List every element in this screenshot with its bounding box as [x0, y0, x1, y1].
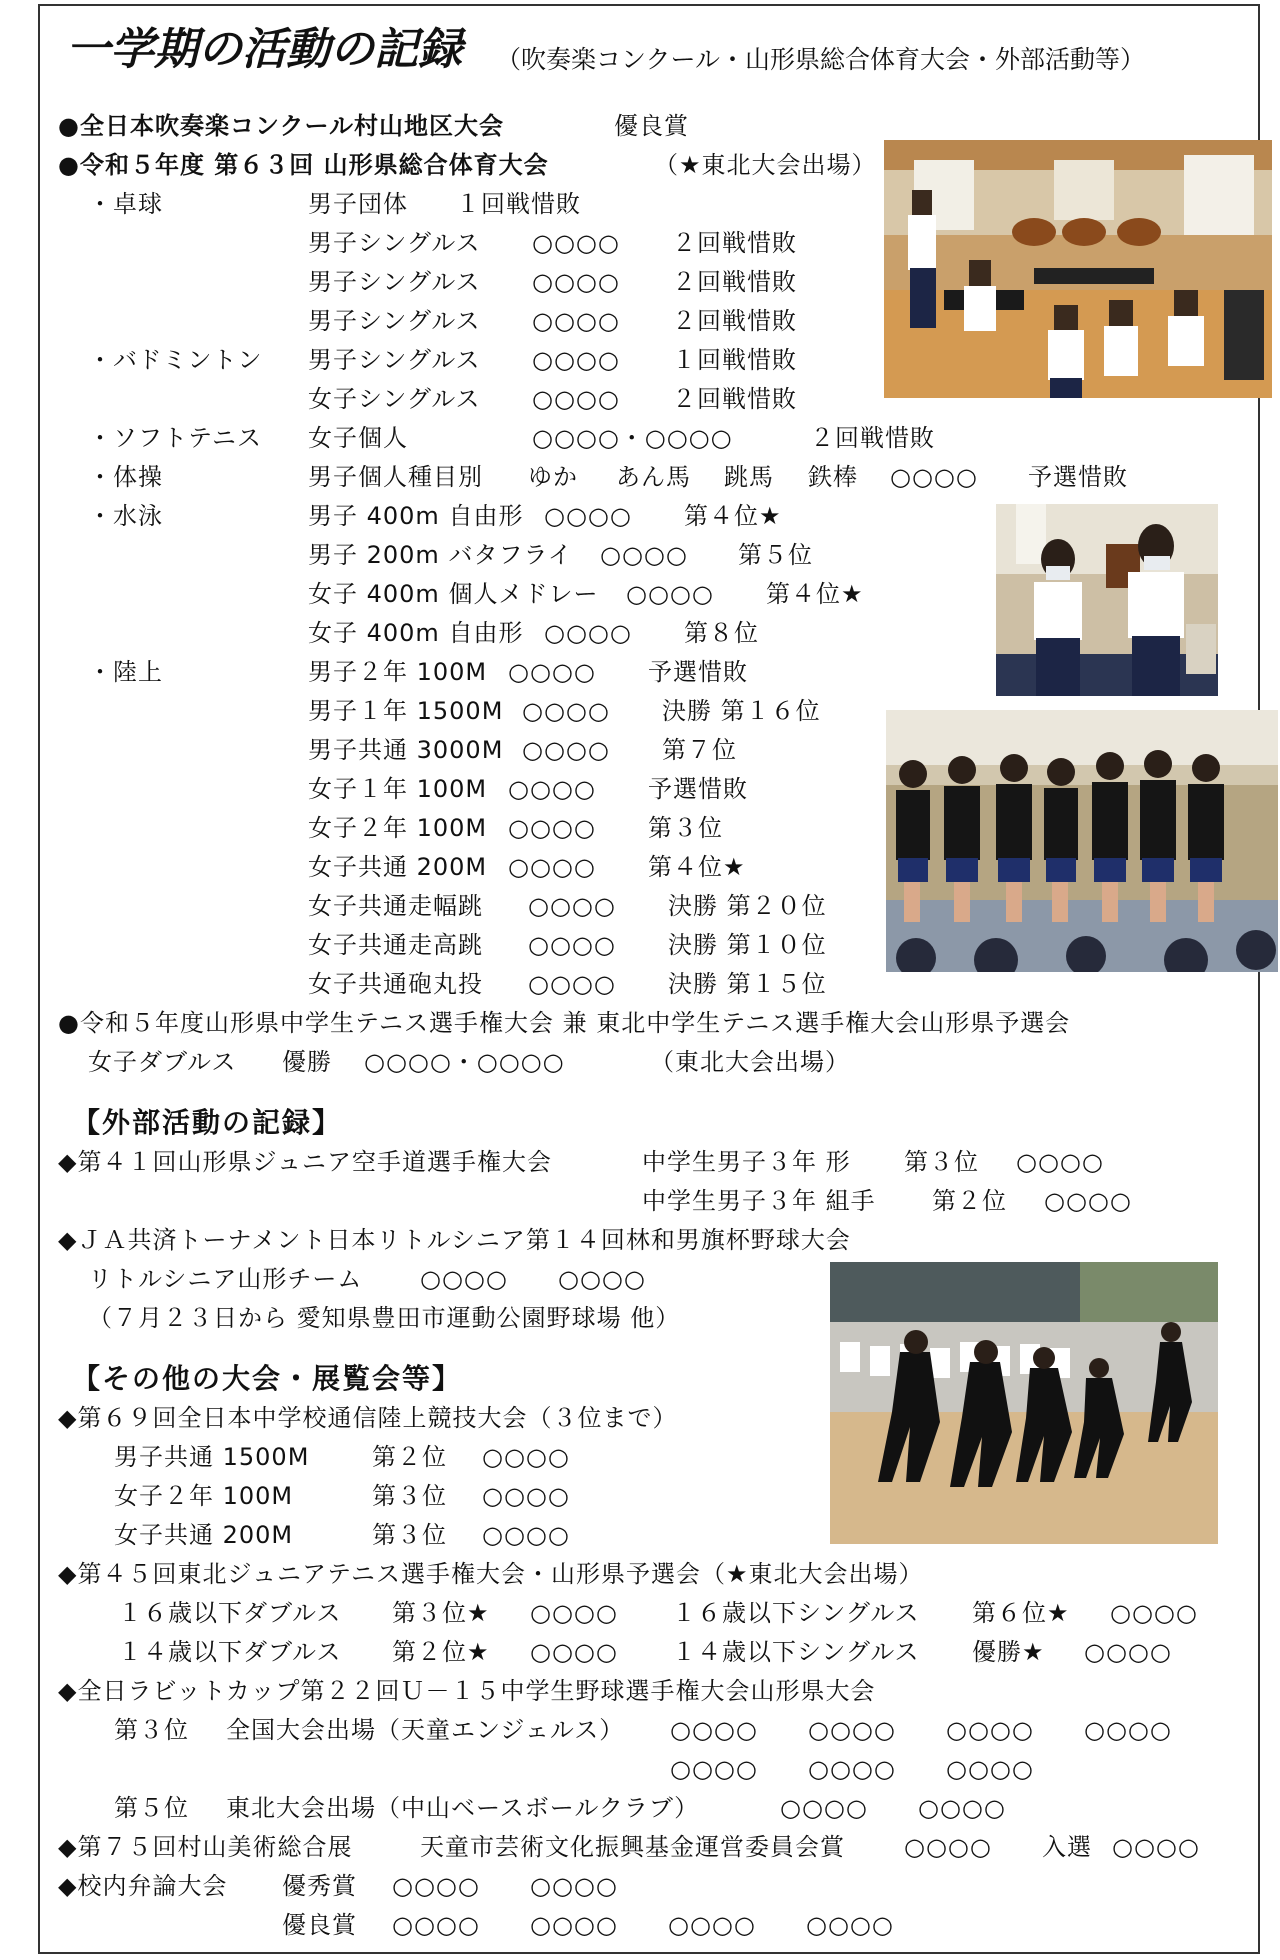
name-cell: ○○○○ — [528, 931, 616, 959]
name-cell: ○○○○ — [508, 814, 596, 842]
event-cell: 男子個人種目別 — [308, 463, 483, 491]
event-cell: 男子共通 1500M — [114, 1443, 310, 1471]
apparatus-cell: あん馬 — [616, 463, 691, 491]
team-cell: リトルシニア山形チーム — [88, 1265, 363, 1293]
name-cell: ○○○○ — [1112, 1833, 1200, 1861]
event-cell: 女子２年 100M — [114, 1482, 294, 1510]
result-cell: 優勝 — [282, 1048, 332, 1076]
event-cell: 男子シングルス — [308, 268, 481, 296]
result-cell: 第３位 — [648, 814, 723, 842]
band-practice-photo — [884, 140, 1272, 398]
event-cell: 男子共通 3000M — [308, 736, 504, 764]
name-cell: ○○○○ — [532, 385, 620, 413]
result-cell: 決勝 第１５位 — [668, 970, 827, 998]
name-cell: ○○○○ — [890, 463, 978, 491]
result-cell: 第４位★ — [648, 853, 746, 881]
name-cell: ○○○○ — [780, 1794, 868, 1822]
name-cell: ○○○○ — [808, 1716, 896, 1744]
name-cell: ○○○○ — [532, 307, 620, 335]
result-cell: 予選惜敗 — [648, 658, 748, 686]
name-cell: ○○○○ — [1110, 1599, 1198, 1627]
result-cell: 第２位 — [932, 1187, 1007, 1215]
name-cell: ○○○○ — [668, 1911, 756, 1939]
apparatus-cell: 鉄棒 — [808, 463, 858, 491]
result-cell: 第３位 — [904, 1148, 979, 1176]
sport-label: ・卓球 — [88, 190, 163, 218]
result-cell: 第３位 — [114, 1716, 189, 1744]
name-cell: ○○○○ — [530, 1872, 618, 1900]
name-cell: ○○○○ — [806, 1911, 894, 1939]
name-cell: ○○○○ — [1044, 1187, 1132, 1215]
name-cell: ○○○○ — [670, 1755, 758, 1783]
name-cell: ○○○○ — [670, 1716, 758, 1744]
name-cell: ○○○○ — [482, 1443, 570, 1471]
team-cell: 東北大会出場（中山ベースボールクラブ） — [226, 1794, 700, 1822]
wind-band-result: 優良賞 — [614, 112, 689, 140]
speech-contest-line: ◆校内弁論大会 — [58, 1872, 228, 1900]
result-cell: 予選惜敗 — [1028, 463, 1128, 491]
event-cell: 女子共通走幅跳 — [308, 892, 483, 920]
athletes-photo — [886, 710, 1278, 972]
result-cell: ２回戦惜敗 — [672, 229, 797, 257]
event-cell: １６歳以下シングルス — [672, 1599, 920, 1627]
result-cell: ２回戦惜敗 — [672, 307, 797, 335]
result-cell: 決勝 第２０位 — [668, 892, 827, 920]
event-cell: 女子ダブルス — [88, 1048, 237, 1076]
result-cell: 第８位 — [684, 619, 759, 647]
external-activities-heading: 【外部活動の記録】 — [72, 1106, 343, 1139]
name-cell: ○○○○ — [508, 775, 596, 803]
event-cell: 中学生男子３年 組手 — [642, 1187, 876, 1215]
name-cell: ○○○○ — [532, 268, 620, 296]
result-cell: ２回戦惜敗 — [810, 424, 935, 452]
result-cell: 第５位 — [114, 1794, 189, 1822]
name-cell: ○○○○ — [530, 1599, 618, 1627]
name-cell: ○○○○ — [482, 1482, 570, 1510]
name-cell: ○○○○ — [392, 1911, 480, 1939]
event-cell: 男子２年 100M — [308, 658, 488, 686]
name-cell: ○○○○ — [1016, 1148, 1104, 1176]
wind-band-contest-line: ●全日本吹奏楽コンクール村山地区大会 — [58, 112, 504, 140]
result-cell: 第５位 — [738, 541, 813, 569]
name-cell: ○○○○・○○○○ — [532, 424, 733, 452]
name-cell: ○○○○ — [530, 1638, 618, 1666]
event-cell: 中学生男子３年 形 — [642, 1148, 851, 1176]
name-cell: ○○○○ — [946, 1755, 1034, 1783]
event-cell: １４歳以下ダブルス — [118, 1638, 342, 1666]
event-cell: 女子共通砲丸投 — [308, 970, 483, 998]
result-cell: ２回戦惜敗 — [672, 385, 797, 413]
name-cell: ○○○○ — [946, 1716, 1034, 1744]
event-cell: 女子 400m 自由形 — [308, 619, 524, 647]
result-cell: ２回戦惜敗 — [672, 268, 797, 296]
event-cell: 女子共通 200M — [114, 1521, 294, 1549]
name-cell: ○○○○ — [1084, 1638, 1172, 1666]
name-cell: ○○○○ — [522, 736, 610, 764]
event-cell: 男子団体 — [308, 190, 408, 218]
result-cell: 第６位★ — [972, 1599, 1070, 1627]
result-cell: 予選惜敗 — [648, 775, 748, 803]
name-cell: ○○○○ — [508, 853, 596, 881]
event-cell: 女子共通走高跳 — [308, 931, 483, 959]
name-cell: ○○○○ — [508, 658, 596, 686]
tohoku-note: （東北大会出場） — [650, 1048, 850, 1076]
tohoku-note: （★東北大会出場） — [654, 151, 877, 179]
name-cell: ○○○○ — [530, 1911, 618, 1939]
track-meet-line: ◆第６９回全日本中学校通信陸上競技大会（３位まで） — [58, 1404, 678, 1432]
name-cell: ○○○○ — [532, 229, 620, 257]
name-cell: ○○○○・○○○○ — [364, 1048, 565, 1076]
name-cell: ○○○○ — [808, 1755, 896, 1783]
event-cell: 男子シングルス — [308, 346, 481, 374]
result-cell: 第２位 — [372, 1443, 447, 1471]
name-cell: ○○○○ — [528, 970, 616, 998]
name-cell: ○○○○ — [918, 1794, 1006, 1822]
event-cell: 女子個人 — [308, 424, 408, 452]
result-cell: 第２位★ — [392, 1638, 490, 1666]
tennis-championship-line: ●令和５年度山形県中学生テニス選手権大会 兼 東北中学生テニス選手権大会山形県予選会 — [58, 1009, 1071, 1037]
result-cell: 第４位★ — [766, 580, 864, 608]
page-subtitle: （吹奏楽コンクール・山形県総合体育大会・外部活動等） — [496, 45, 1146, 74]
event-cell: １６歳以下ダブルス — [118, 1599, 342, 1627]
name-cell: ○○○○ — [558, 1265, 646, 1293]
event-cell: 女子 400m 個人メドレー — [308, 580, 599, 608]
junior-tennis-line: ◆第４５回東北ジュニアテニス選手権大会・山形県予選会（★東北大会出場） — [58, 1560, 924, 1588]
name-cell: ○○○○ — [544, 502, 632, 530]
name-cell: ○○○○ — [528, 892, 616, 920]
result-cell: 第７位 — [662, 736, 737, 764]
name-cell: ○○○○ — [1084, 1716, 1172, 1744]
sport-label: ・体操 — [88, 463, 163, 491]
event-cell: 男子シングルス — [308, 307, 481, 335]
sport-label: ・陸上 — [88, 658, 163, 686]
name-cell: ○○○○ — [600, 541, 688, 569]
art-exhibition-line: ◆第７５回村山美術総合展 — [58, 1833, 353, 1861]
award-cell: 天童市芸術文化振興基金運営委員会賞 — [420, 1833, 845, 1861]
baseball-tournament-line: ◆ＪＡ共済トーナメント日本リトルシニア第１４回林和男旗杯野球大会 — [58, 1226, 851, 1254]
name-cell: ○○○○ — [392, 1872, 480, 1900]
event-cell: 男子 200m バタフライ — [308, 541, 573, 569]
event-cell: 女子シングルス — [308, 385, 481, 413]
award-cell: 優秀賞 — [282, 1872, 357, 1900]
name-cell: ○○○○ — [904, 1833, 992, 1861]
award-cell: 優良賞 — [282, 1911, 357, 1939]
event-cell: 女子２年 100M — [308, 814, 488, 842]
apparatus-cell: 跳馬 — [724, 463, 774, 491]
result-cell: １回戦惜敗 — [456, 190, 581, 218]
venue-note: （７月２３日から 愛知県豊田市運動公園野球場 他） — [88, 1304, 681, 1332]
event-cell: 男子シングルス — [308, 229, 481, 257]
name-cell: ○○○○ — [532, 346, 620, 374]
rabbit-cup-line: ◆全日ラビットカップ第２２回Ｕ－１５中学生野球選手権大会山形県大会 — [58, 1677, 876, 1705]
sport-label: ・ソフトテニス — [88, 424, 263, 452]
result-cell: 決勝 第１６位 — [662, 697, 821, 725]
event-cell: 女子１年 100M — [308, 775, 488, 803]
name-cell: ○○○○ — [482, 1521, 570, 1549]
team-cell: 全国大会出場（天童エンジェルス） — [226, 1716, 625, 1744]
dance-photo — [830, 1262, 1218, 1544]
prefectural-meet-heading: ●令和５年度 第６３回 山形県総合体育大会 — [58, 151, 549, 179]
swimmers-photo — [996, 504, 1218, 696]
apparatus-cell: ゆか — [528, 463, 578, 491]
result-cell: 第４位★ — [684, 502, 782, 530]
result-cell: 決勝 第１０位 — [668, 931, 827, 959]
name-cell: ○○○○ — [420, 1265, 508, 1293]
other-events-heading: 【その他の大会・展覧会等】 — [72, 1362, 463, 1395]
name-cell: ○○○○ — [544, 619, 632, 647]
result-cell: 第３位★ — [392, 1599, 490, 1627]
sport-label: ・バドミントン — [88, 346, 263, 374]
result-cell: 第３位 — [372, 1521, 447, 1549]
result-cell: 第３位 — [372, 1482, 447, 1510]
name-cell: ○○○○ — [626, 580, 714, 608]
award-cell: 入選 — [1042, 1833, 1092, 1861]
sport-label: ・水泳 — [88, 502, 163, 530]
event-cell: １４歳以下シングルス — [672, 1638, 920, 1666]
name-cell: ○○○○ — [522, 697, 610, 725]
page-title: 一学期の活動の記録 — [66, 24, 462, 75]
result-cell: 優勝★ — [972, 1638, 1045, 1666]
result-cell: １回戦惜敗 — [672, 346, 797, 374]
karate-championship-line: ◆第４１回山形県ジュニア空手道選手権大会 — [58, 1148, 552, 1176]
event-cell: 男子 400m 自由形 — [308, 502, 524, 530]
event-cell: 男子１年 1500M — [308, 697, 504, 725]
event-cell: 女子共通 200M — [308, 853, 488, 881]
